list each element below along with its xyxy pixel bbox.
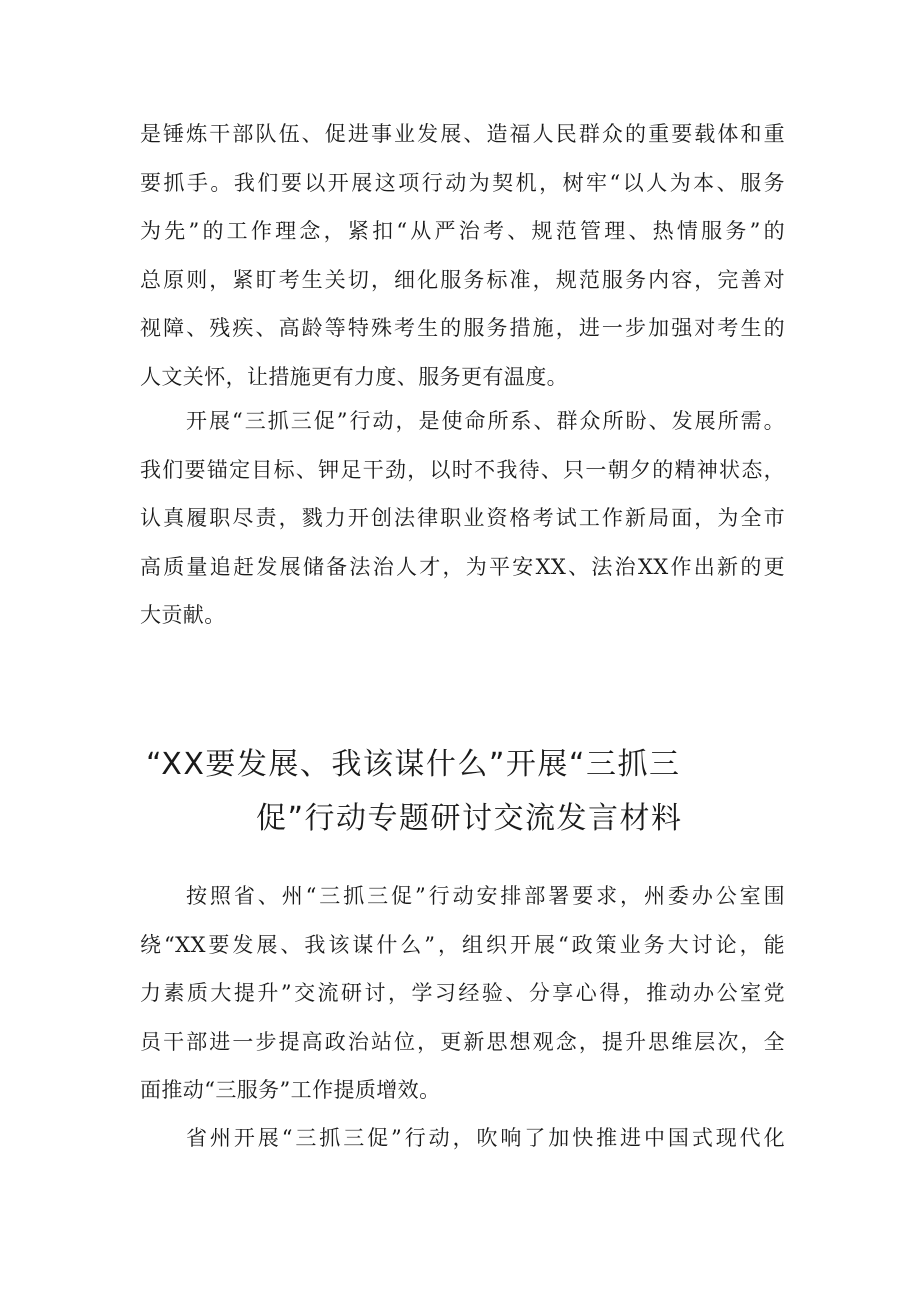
- text-line: 面推动“三服务”工作提质增效。: [140, 1078, 441, 1103]
- paragraph-1: [140, 110, 785, 402]
- text-line: 是锤炼干部队伍、促进事业发展、造福人民群众的重要载体和重: [140, 122, 785, 146]
- text-line: 总原则，紧盯考生关切，细化服务标准，规范服务内容，完善对: [140, 267, 785, 292]
- title-line: “XX要发展、我该谋什么”开展“三抓三: [146, 747, 681, 782]
- text-line: 员干部进一步提高政治站位，更新思想观念，提升思维层次，全: [140, 1029, 785, 1054]
- text-line: 为先”的工作理念，紧扣“从严治考、规范管理、热情服务”的: [140, 219, 785, 244]
- paragraph-4: [140, 1114, 785, 1163]
- text-line: 要抓手。我们要以开展这项行动为契机，树牢“以人为本、服务: [140, 170, 785, 195]
- text-line: 视障、残疾、高龄等特殊考生的服务措施，进一步加强对考生的: [140, 316, 785, 341]
- text-line: 绕“XX要发展、我该谋什么”，组织开展“政策业务大讨论，能: [140, 932, 785, 957]
- text-line: 高质量追赶发展储备法治人才，为平安XX、法治XX作出新的更: [140, 554, 785, 579]
- text-line: 人文关怀，让措施更有力度、服务更有温度。: [140, 364, 568, 389]
- document-title: [0, 738, 920, 846]
- text-line: 大贡献。: [140, 603, 226, 628]
- text-line: 力素质大提升”交流研讨，学习经验、分享心得，推动办公室党: [140, 981, 785, 1006]
- text-line: 开展“三抓三促”行动，是使命所系、群众所盼、发展所需。: [186, 409, 785, 433]
- title-line: 促”行动专题研讨交流发言材料: [256, 801, 683, 836]
- text-line: 认真履职尽责，戮力开创法律职业资格考试工作新局面，为全市: [140, 506, 785, 531]
- text-line: 省州开展“三抓三促”行动，吹响了加快推进中国式现代化: [186, 1126, 785, 1150]
- text-line: 我们要锚定目标、钾足干劲，以时不我待、只一朝夕的精神状态，: [140, 457, 785, 482]
- text-line: 按照省、州“三抓三促”行动安排部署要求，州委办公室围: [186, 884, 785, 908]
- paragraph-2: [140, 397, 785, 640]
- paragraph-3: [140, 872, 785, 1115]
